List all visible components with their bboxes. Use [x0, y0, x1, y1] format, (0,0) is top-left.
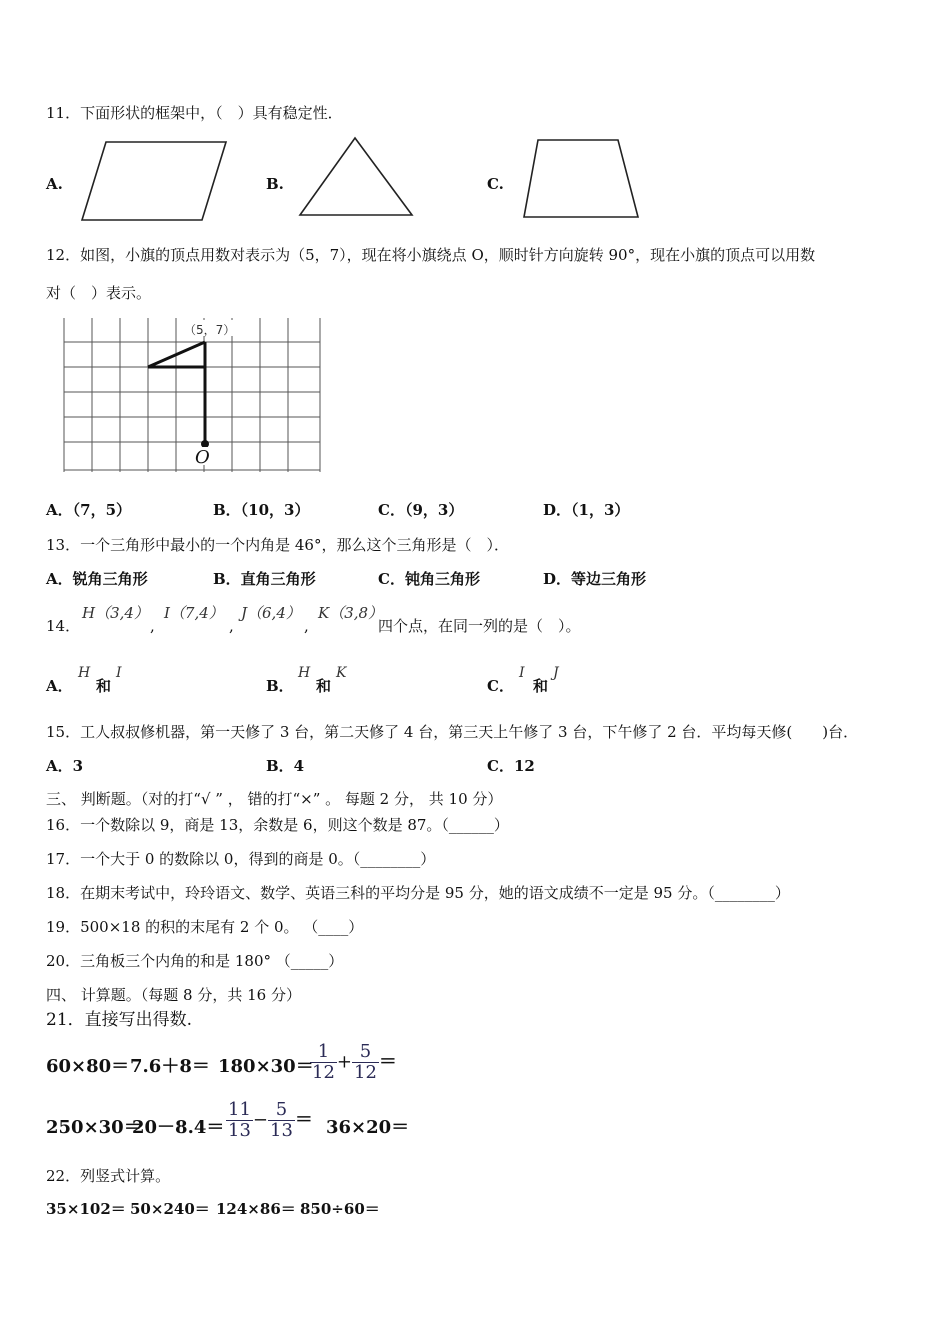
q11-stem: 11．下面形状的框架中，（ ）具有稳定性．: [46, 104, 343, 122]
q14-sep1: ,: [150, 617, 155, 635]
section3-title: 三、 判断题。（对的打“√ ” ， 错的打“×” 。 每题 2 分， 共 10 分）: [46, 790, 503, 808]
q14-option-b-point1: H: [298, 665, 311, 681]
q13-stem: 13．一个三角形中最小的一个内角是 46°，那么这个三角形是（ ）．: [46, 536, 509, 554]
q15-option-b[interactable]: B．4: [266, 757, 305, 775]
q21-stem: 21．直接写出得数.: [46, 1010, 193, 1030]
frac-eq2: ＝: [294, 1109, 313, 1131]
q21-row1-item3: 180×30＝: [218, 1056, 314, 1077]
q22-item2: 50×240＝: [130, 1200, 210, 1218]
q14-option-c-point2: J: [553, 665, 559, 681]
q18-item: 18．在期末考试中，玲玲语文、数学、英语三科的平均分是 95 分，她的语文成绩不一定是 95 分。（________）: [46, 884, 790, 902]
q15-stem: 15．工人叔叔修机器，第一天修了 3 台，第二天修了 4 台，第三天上午修了 3 台，下午修了 2 台．平均每天修( )台．: [46, 723, 859, 741]
q17-item: 17．一个大于 0 的数除以 0，得到的商是 0。（________）: [46, 850, 436, 868]
origin-label: O: [195, 447, 210, 468]
q12-option-b[interactable]: B．（10，3）: [213, 501, 310, 519]
q22-stem: 22．列竖式计算。: [46, 1167, 171, 1185]
frac2-numerator: 5: [352, 1042, 379, 1063]
frac4-numerator: 5: [268, 1100, 295, 1121]
q14-option-a-point1: H: [78, 665, 91, 681]
q11-option-b-label[interactable]: B.: [266, 175, 284, 193]
q13-option-c[interactable]: C．钝角三角形: [378, 570, 480, 588]
q16-item: 16．一个数除以 9，商是 13，余数是 6，则这个数是 87。（______）: [46, 816, 509, 834]
q21-row2-item2: 20－8.4＝: [132, 1117, 225, 1138]
q14-number: 14．: [46, 617, 81, 635]
q22-item1: 35×102＝: [46, 1200, 126, 1218]
q14-point-h: H（3,4）: [82, 604, 149, 622]
frac3-numerator: 11: [228, 1099, 251, 1120]
q14-option-a-and: 和: [96, 677, 112, 695]
q11-option-c-label[interactable]: C.: [487, 175, 504, 193]
q21-row2-fraction-expr: [226, 1100, 313, 1141]
q14-sep2: ,: [229, 617, 234, 635]
q14-option-a-label[interactable]: A．: [46, 677, 73, 695]
q11-option-a-label[interactable]: A.: [46, 175, 63, 193]
frac2-denominator: 12: [354, 1062, 377, 1083]
frac-op-plus: +: [336, 1051, 352, 1073]
q20-item: 20．三角板三个内角的和是 180° （_____）: [46, 952, 344, 970]
q12-stem-line2: 对（ ）表示。: [46, 284, 152, 302]
q15-option-c[interactable]: C．12: [487, 757, 535, 775]
q22-item3: 124×86＝: [216, 1200, 296, 1218]
q12-option-d[interactable]: D．（1，3）: [543, 501, 630, 519]
q14-option-a-point2: I: [116, 665, 122, 681]
trapezoid-shape: [518, 136, 642, 222]
q12-option-a[interactable]: A．（7，5）: [46, 501, 132, 519]
frac4-denominator: 13: [270, 1120, 293, 1141]
q14-option-b-label[interactable]: B．: [266, 677, 294, 695]
q13-option-d[interactable]: D．等边三角形: [543, 570, 647, 588]
triangle-shape: [296, 134, 416, 220]
parallelogram-shape: [78, 138, 230, 224]
q14-option-c-point1: I: [519, 665, 525, 681]
q21-row2-item1: 250×30＝: [46, 1117, 142, 1138]
q21-row1-item1: 60×80＝: [46, 1056, 130, 1077]
q21-row1-fraction-expr: [310, 1042, 397, 1083]
q15-option-a[interactable]: A．3: [46, 757, 84, 775]
frac-eq1: ＝: [378, 1051, 397, 1073]
frac-op-minus: −: [252, 1109, 268, 1131]
q14-stem-tail: 四个点，在同一列的是（ ）。: [378, 617, 581, 635]
q14-option-c-label[interactable]: C．: [487, 677, 514, 695]
flag-vertex-label: （5，7）: [184, 323, 236, 337]
q12-stem-line1: 12．如图，小旗的顶点用数对表示为（5，7），现在将小旗绕点 O，顺时针方向旋转 90°，现在小旗的顶点可以用数: [46, 246, 816, 264]
q21-row2-item3: 36×20＝: [326, 1117, 410, 1138]
frac3-denominator: 13: [228, 1120, 251, 1141]
q13-option-a[interactable]: A．锐角三角形: [46, 570, 148, 588]
q14-point-i: I（7,4）: [164, 604, 224, 622]
q14-option-b-point2: K: [336, 665, 347, 681]
coordinate-grid-figure: [58, 314, 326, 476]
section4-title: 四、 计算题。（每题 8 分，共 16 分）: [46, 986, 301, 1004]
q21-row1-item2: 7.6＋8＝: [130, 1056, 210, 1077]
q12-option-c[interactable]: C．（9，3）: [378, 501, 464, 519]
q13-option-b[interactable]: B．直角三角形: [213, 570, 316, 588]
q14-option-b-and: 和: [316, 677, 332, 695]
frac1-numerator: 1: [310, 1042, 337, 1063]
frac1-denominator: 12: [312, 1062, 335, 1083]
q14-point-j: J（6,4）: [241, 604, 301, 622]
q14-point-k: K（3,8）: [318, 604, 384, 622]
q14-option-c-and: 和: [533, 677, 549, 695]
q22-item4: 850÷60＝: [300, 1200, 380, 1218]
q14-sep3: ,: [304, 617, 309, 635]
q19-item: 19．500×18 的积的末尾有 2 个 0。 （____）: [46, 918, 364, 936]
